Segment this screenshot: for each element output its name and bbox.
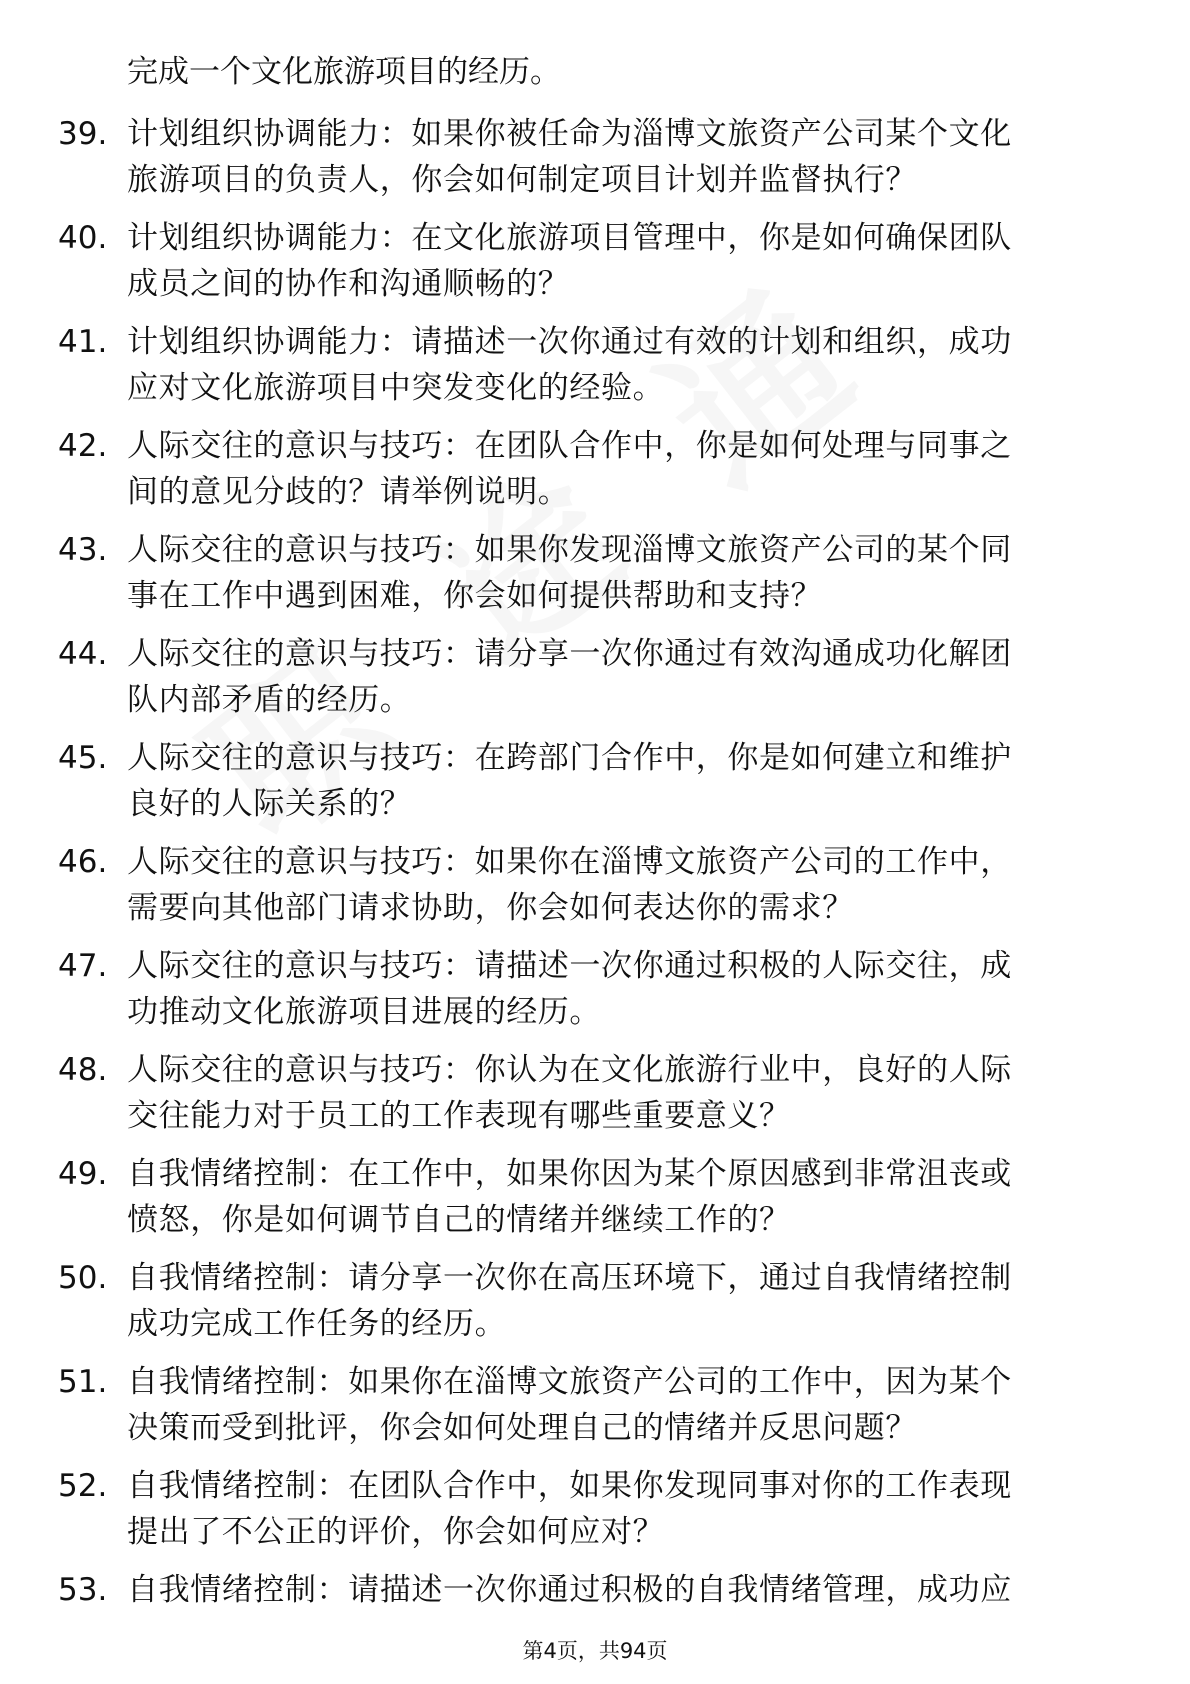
question-number: 41. — [58, 324, 108, 360]
question-item — [58, 215, 1132, 307]
question-line: 良好的人际关系的？ — [127, 786, 412, 822]
question-text — [127, 319, 1132, 411]
question-number: 44. — [58, 636, 108, 672]
question-line: 旅游项目的负责人，你会如何制定项目计划并监督执行？ — [127, 162, 917, 198]
question-number: 45. — [58, 740, 108, 776]
question-line: 决策而受到批评，你会如何处理自己的情绪并反思问题？ — [127, 1410, 917, 1446]
question-text — [127, 735, 1132, 827]
question-text — [127, 839, 1132, 931]
question-line: 人际交往的意识与技巧：你认为在文化旅游行业中，良好的人际 — [127, 1052, 1012, 1088]
question-text — [127, 1567, 1132, 1613]
question-number: 46. — [58, 844, 108, 880]
question-text — [127, 1151, 1132, 1243]
question-text — [127, 423, 1132, 515]
question-line: 自我情绪控制：如果你在淄博文旅资产公司的工作中，因为某个 — [127, 1364, 1012, 1400]
question-number: 48. — [58, 1052, 108, 1088]
question-line: 功推动文化旅游项目进展的经历。 — [127, 994, 601, 1030]
question-item — [58, 1047, 1132, 1139]
question-line: 自我情绪控制：请分享一次你在高压环境下，通过自我情绪控制 — [127, 1260, 1012, 1296]
question-text — [127, 943, 1132, 1035]
question-text — [127, 1359, 1132, 1451]
question-line: 成员之间的协作和沟通顺畅的？ — [127, 266, 570, 302]
question-text — [127, 1047, 1132, 1139]
question-number: 47. — [58, 948, 108, 984]
question-number: 53. — [58, 1572, 108, 1608]
question-item — [58, 111, 1132, 203]
question-item — [58, 423, 1132, 515]
question-list — [58, 111, 1132, 1625]
question-item — [58, 839, 1132, 931]
question-line: 应对文化旅游项目中突发变化的经验。 — [127, 370, 665, 406]
question-line: 人际交往的意识与技巧：如果你发现淄博文旅资产公司的某个同 — [127, 532, 1012, 568]
question-item — [58, 1463, 1132, 1555]
continuation-line: 完成一个文化旅游项目的经历。 — [127, 54, 561, 90]
question-line: 自我情绪控制：请描述一次你通过积极的自我情绪管理，成功应 — [127, 1572, 1012, 1608]
question-line: 间的意见分歧的？请举例说明。 — [127, 474, 570, 510]
question-line: 人际交往的意识与技巧：请分享一次你通过有效沟通成功化解团 — [127, 636, 1012, 672]
page-footer: 第4页，共94页 — [522, 1639, 668, 1663]
question-number: 50. — [58, 1260, 108, 1296]
question-number: 39. — [58, 116, 108, 152]
question-text — [127, 1463, 1132, 1555]
question-text — [127, 215, 1132, 307]
question-line: 人际交往的意识与技巧：如果你在淄博文旅资产公司的工作中， — [127, 844, 1012, 880]
question-line: 计划组织协调能力：请描述一次你通过有效的计划和组织，成功 — [127, 324, 1012, 360]
question-line: 事在工作中遇到困难，你会如何提供帮助和支持？ — [127, 578, 823, 614]
question-number: 42. — [58, 428, 108, 464]
question-number: 52. — [58, 1468, 108, 1504]
question-line: 需要向其他部门请求协助，你会如何表达你的需求？ — [127, 890, 854, 926]
question-item — [58, 319, 1132, 411]
question-line: 人际交往的意识与技巧：请描述一次你通过积极的人际交往，成 — [127, 948, 1012, 984]
question-line: 愤怒，你是如何调节自己的情绪并继续工作的？ — [127, 1202, 791, 1238]
question-item — [58, 1359, 1132, 1451]
question-line: 交往能力对于员工的工作表现有哪些重要意义？ — [127, 1098, 791, 1134]
question-text — [127, 631, 1132, 723]
question-line: 计划组织协调能力：在文化旅游项目管理中，你是如何确保团队 — [127, 220, 1012, 256]
question-line: 自我情绪控制：在工作中，如果你因为某个原因感到非常沮丧或 — [127, 1156, 1012, 1192]
question-line: 自我情绪控制：在团队合作中，如果你发现同事对你的工作表现 — [127, 1468, 1012, 1504]
question-number: 40. — [58, 220, 108, 256]
question-line: 队内部矛盾的经历。 — [127, 682, 412, 718]
question-number: 51. — [58, 1364, 108, 1400]
question-number: 49. — [58, 1156, 108, 1192]
question-line: 人际交往的意识与技巧：在团队合作中，你是如何处理与同事之 — [127, 428, 1012, 464]
question-item — [58, 1567, 1132, 1613]
question-item — [58, 1151, 1132, 1243]
question-number: 43. — [58, 532, 108, 568]
question-text — [127, 111, 1132, 203]
question-item — [58, 1255, 1132, 1347]
question-item — [58, 527, 1132, 619]
question-line: 人际交往的意识与技巧：在跨部门合作中，你是如何建立和维护 — [127, 740, 1012, 776]
question-line: 提出了不公正的评价，你会如何应对？ — [127, 1514, 665, 1550]
question-item — [58, 631, 1132, 723]
question-item — [58, 943, 1132, 1035]
question-line: 计划组织协调能力：如果你被任命为淄博文旅资产公司某个文化 — [127, 116, 1012, 152]
question-text — [127, 1255, 1132, 1347]
question-text — [127, 527, 1132, 619]
question-item — [58, 735, 1132, 827]
question-line: 成功完成工作任务的经历。 — [127, 1306, 507, 1342]
